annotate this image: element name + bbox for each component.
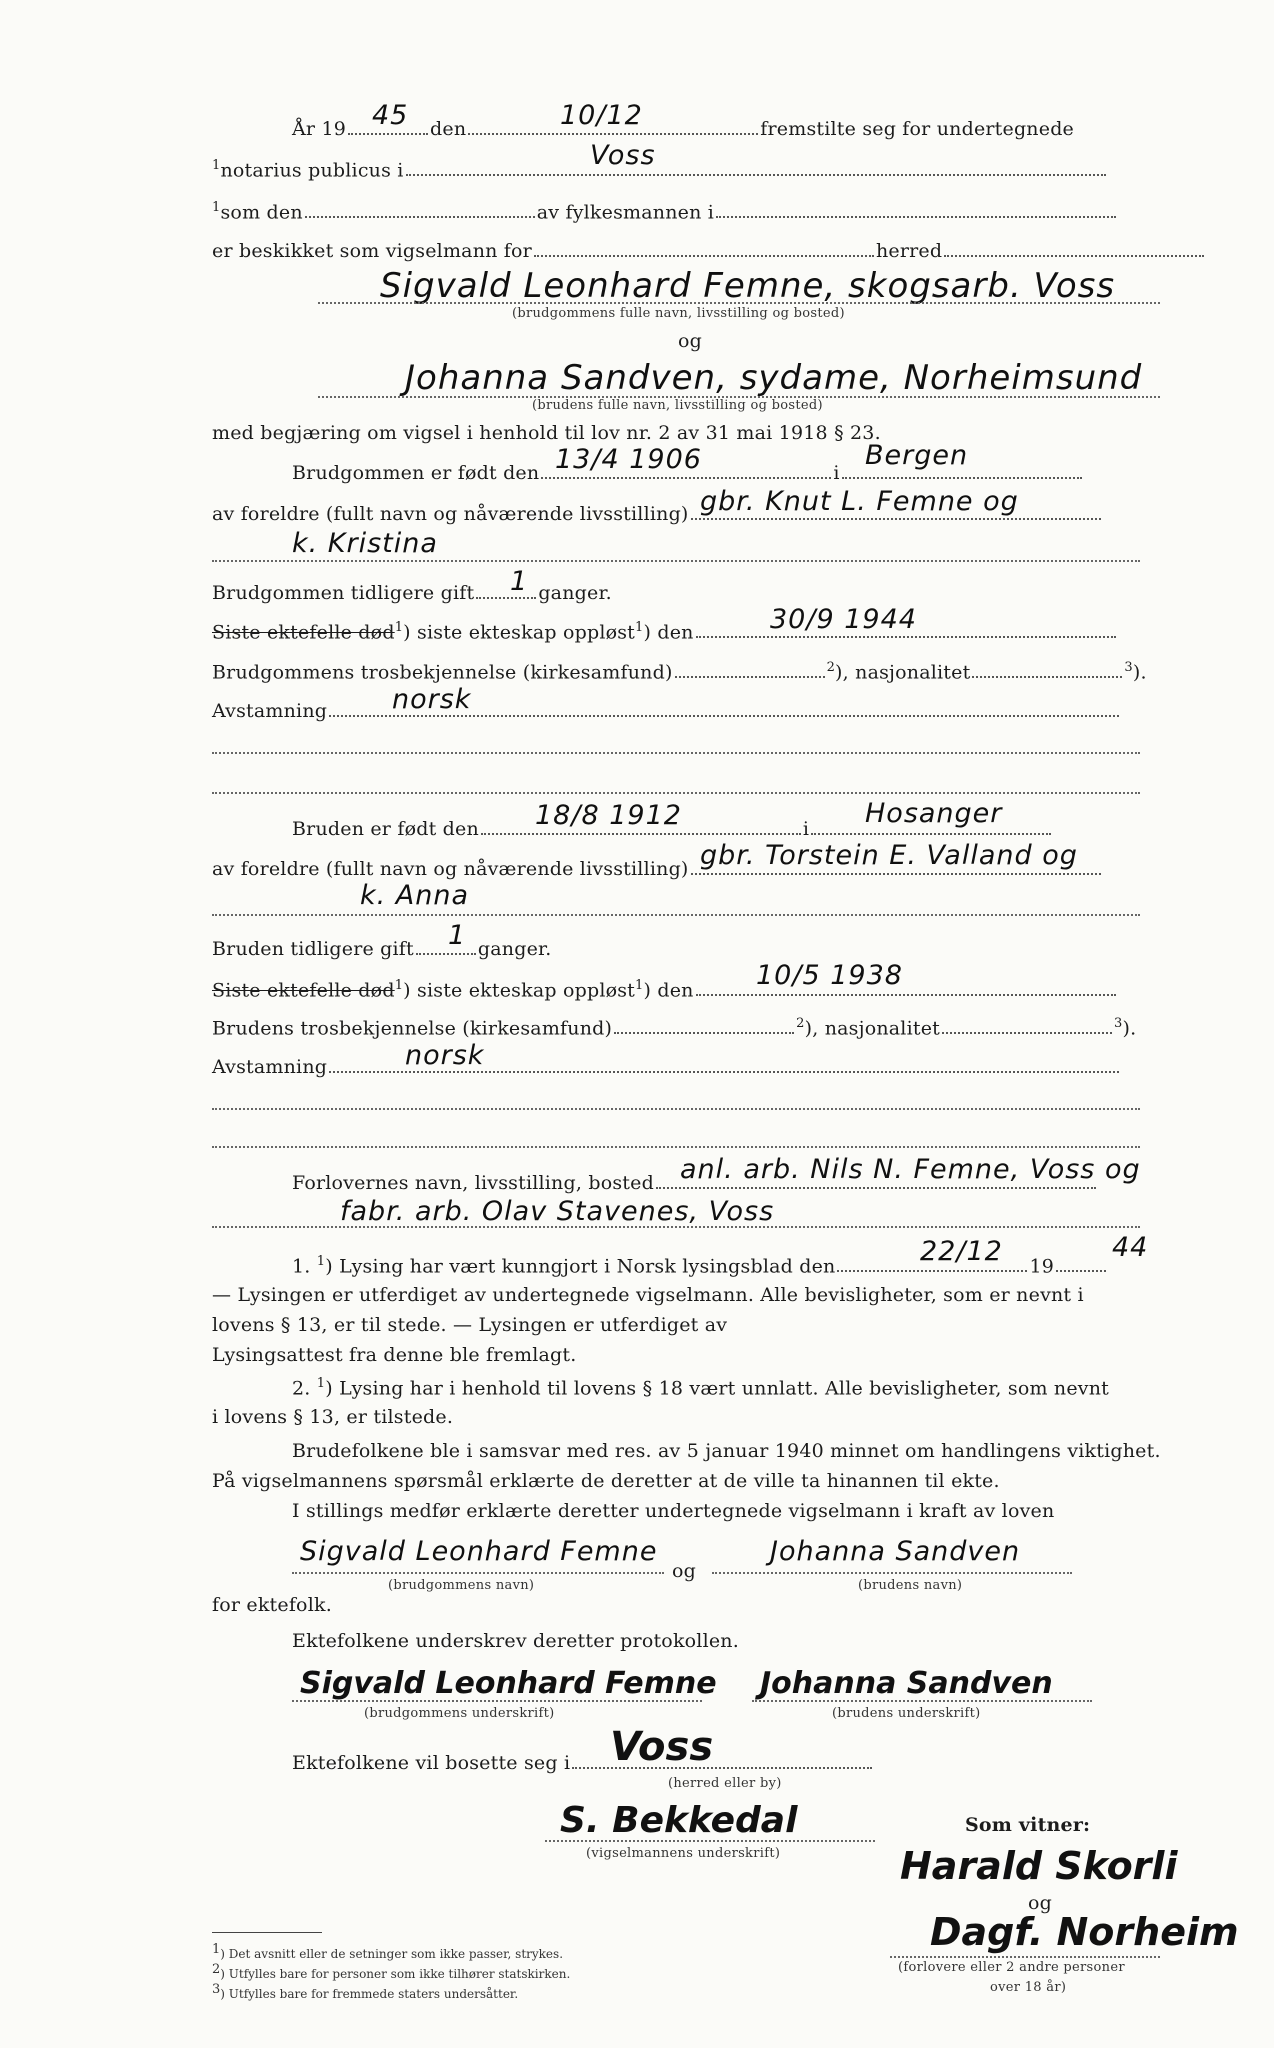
groom-parents-handwritten-2: k. Kristina [292,528,438,559]
groom-avstamning-handwritten: norsk [392,684,472,715]
declaration-og: og [672,1560,697,1582]
bosette-line: Ektefolkene vil bosette seg i [292,1752,874,1774]
officiant-signature: S. Bekkedal [560,1800,798,1841]
lysing-line-4: Lysingsattest fra denne ble fremlagt. [212,1344,577,1366]
bride-parents-line: av foreldre (fullt navn og nåværende livsstilling) [212,858,1103,880]
bride-signature-caption: (brudens underskrift) [832,1706,981,1721]
bride-caption: (brudens fulle navn, livsstilling og bosted) [532,398,823,413]
witness-og: og [1028,1892,1053,1914]
witness-2-signature: Dagf. Norheim [930,1910,1239,1954]
lysing-line-3: lovens § 13, er til stede. — Lysingen er utferdiget av [212,1314,728,1336]
groom-full-handwritten: Sigvald Leonhard Femne, skogsarb. Voss [380,266,1116,306]
lysing-line-8: På vigselmannens spørsmål erklærte de deretter at de ville ta hinannen til ekte. [212,1470,1000,1492]
bride-prev-line: Bruden tidligere gift ganger. [212,938,552,960]
bride-avstamning-handwritten: norsk [405,1040,485,1071]
lysing-line-6: i lovens § 13, er tilstede. [212,1406,454,1428]
groom-prev-handwritten: 1 [510,566,529,597]
forlovere-line: Forlovernes navn, livsstilling, bosted [292,1172,1098,1194]
bride-prev-handwritten: 1 [448,920,467,951]
groom-parents-handwritten-1: gbr. Knut L. Femne og [700,486,1019,517]
bride-dissolved-handwritten: 10/5 1938 [756,960,903,991]
officiant-caption: (vigselmannens underskrift) [586,1846,781,1861]
declaration-bride-handwritten: Johanna Sandven [770,1536,1021,1567]
witness-caption-2: over 18 år) [990,1980,1067,1995]
som-vitner-label: Som vitner: [965,1814,1091,1836]
lysing-line-2: — Lysingen er utferdiget av undertegnede vigselmann. Alle bevisligheter, som er nevnt i [212,1284,1084,1306]
groom-signature-caption: (brudgommens underskrift) [364,1706,555,1721]
bride-place-handwritten: Hosanger [865,798,1003,829]
bosette-handwritten: Voss [610,1724,714,1770]
lysing-line-7: Brudefolkene ble i samsvar med res. av 5 januar 1940 minnet om handlingens viktighet. [292,1440,1161,1462]
declaration-groom-handwritten: Sigvald Leonhard Femne [300,1536,658,1567]
lysing-line-9: I stillings medfør erklærte deretter undertegnede vigselmann i kraft av loven [292,1500,1055,1522]
year-handwritten: 45 [372,100,409,131]
bride-dissolved-line: Siste ektefelle død$^1$) siste ekteskap oppløst$^1$) den [212,978,1118,1001]
date-handwritten: 10/12 [560,100,643,131]
witness-1-signature: Harald Skorli [900,1844,1178,1888]
groom-dissolved-handwritten: 30/9 1944 [770,604,917,635]
header-line-1 [292,118,1074,140]
forlovere-handwritten-2: fabr. arb. Olav Stavenes, Voss [340,1196,775,1227]
footnote-1: 1) Det avsnitt eller de setninger som ikke passer, strykes. [212,1942,564,1961]
underskrev-line: Ektefolkene underskrev deretter protokollen. [292,1630,739,1652]
footnote-2: 2) Utfylles bare for personer som ikke tilhører statskirken. [212,1962,571,1981]
bride-parents-handwritten-1: gbr. Torstein E. Valland og [700,840,1078,871]
for-ektefolk: for ektefolk. [212,1594,332,1616]
witness-caption-1: (forlovere eller 2 andre personer [898,1960,1125,1975]
og-1: og [678,330,703,352]
groom-born-line: Brudgommen er født den i [292,462,1084,484]
beskikket-line: er beskikket som vigselmann for herred [212,240,1206,262]
notarius-handwritten: Voss [590,140,656,171]
declaration-groom-caption: (brudgommens navn) [388,1578,535,1593]
groom-prev-line: Brudgommen tidligere gift ganger. [212,582,612,604]
lysing-date-handwritten: 22/12 [920,1236,1003,1267]
law-line: med begjæring om vigsel i henhold til lov nr. 2 av 31 mai 1918 § 23. [212,422,881,444]
groom-faith-line: Brudgommens trosbekjennelse (kirkesamfund) $^2$), nasjonalitet $^3$). [212,660,1147,684]
bride-full-handwritten: Johanna Sandven, sydame, Norheimsund [405,358,1143,398]
ar-label: År 19 [292,118,347,140]
lysing-year-handwritten: 44 [1112,1232,1149,1263]
groom-place-handwritten: Bergen [865,440,969,471]
groom-signature: Sigvald Leonhard Femne [300,1666,717,1701]
groom-dissolved-line: Siste ektefelle død$^1$) siste ekteskap oppløst$^1$) den [212,620,1118,643]
groom-born-handwritten: 13/4 1906 [555,444,702,475]
bride-avstamning-line: Avstamning [212,1056,1121,1078]
declaration-bride-caption: (brudens navn) [858,1578,963,1593]
lysing-line-1: 1. $^1$) Lysing har vært kunngjort i Norsk lysingsblad den 19 [292,1254,1108,1277]
fremstilte-text: fremstilte seg for undertegnede [760,118,1074,140]
forlovere-handwritten-1: anl. arb. Nils N. Femne, Voss og [680,1154,1141,1185]
groom-avstamning-line: Avstamning [212,700,1121,722]
bride-parents-handwritten-2: k. Anna [360,880,470,911]
notarius-line: $^1$notarius publicus i [212,158,1108,181]
bride-born-handwritten: 18/8 1912 [535,800,682,831]
bride-born-line: Bruden er født den i [292,818,1053,840]
lysing-line-5: 2. $^1$) Lysing har i henhold til lovens § 18 vært unnlatt. Alle bevisligheter, som nevnt [292,1376,1110,1400]
bosette-caption: (herred eller by) [668,1776,782,1791]
den-label: den [430,118,467,140]
bride-faith-line: Brudens trosbekjennelse (kirkesamfund) $^2$), nasjonalitet $^3$). [212,1016,1137,1040]
footnote-3: 3) Utfylles bare for fremmede staters undersåtter. [212,1982,519,2001]
bride-signature: Johanna Sandven [760,1666,1053,1701]
groom-parents-line: av foreldre (fullt navn og nåværende livsstilling) [212,503,1103,525]
som-den-line: $^1$som den av fylkesmannen i [212,200,1118,223]
groom-caption: (brudgommens fulle navn, livsstilling og bosted) [512,306,845,321]
